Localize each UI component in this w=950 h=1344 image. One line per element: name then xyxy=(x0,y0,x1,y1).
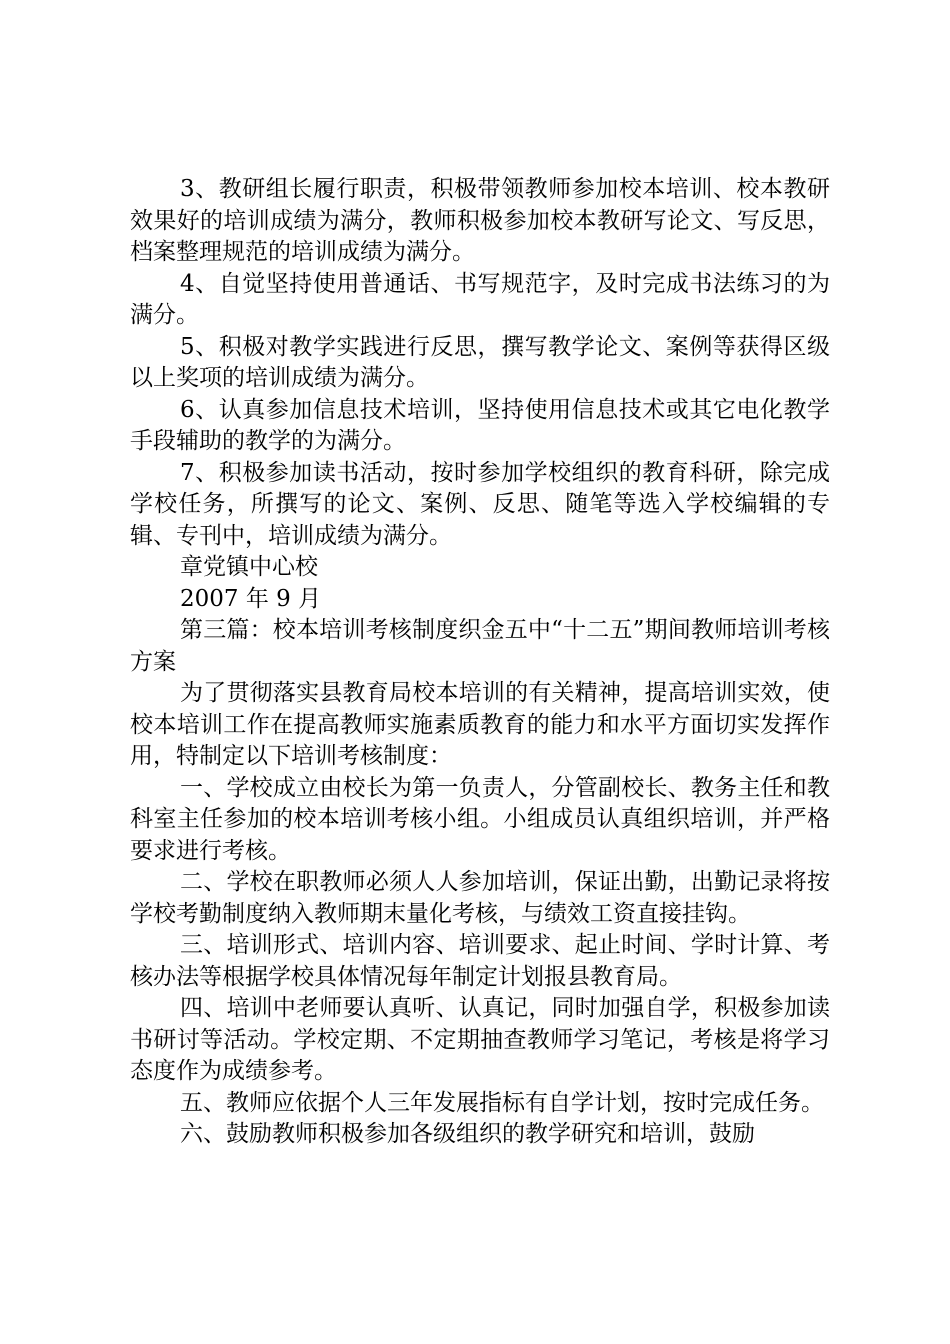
body-paragraph-3: 三、培训形式、培训内容、培训要求、起止时间、学时计算、考核办法等根据学校具体情况每年制定计划报县教育局。 xyxy=(130,932,830,990)
body-paragraph-2: 二、学校在职教师必须人人参加培训，保证出勤，出勤记录将按学校考勤制度纳入教师期末量化考核，与绩效工资直接挂钩。 xyxy=(130,869,830,927)
paragraph-item-5: 5、积极对教学实践进行反思，撰写教学论文、案例等获得区级以上奖项的培训成绩为满分。 xyxy=(130,333,830,391)
signature-org: 章党镇中心校 xyxy=(180,554,318,580)
signature-date: 2007 年 9 月 xyxy=(180,585,322,612)
body-paragraph-intro: 为了贯彻落实县教育局校本培训的有关精神，提高培训实效，使校本培训工作在提高教师实施素质教育的能力和水平方面切实发挥作用，特制定以下培训考核制度： xyxy=(130,680,830,769)
paragraph-item-3: 3、教研组长履行职责，积极带领教师参加校本培训、校本教研效果好的培训成绩为满分，教师积极参加校本教研写论文、写反思，档案整理规范的培训成绩为满分。 xyxy=(130,176,830,265)
body-paragraph-5: 五、教师应依据个人三年发展指标有自学计划，按时完成任务。 xyxy=(180,1089,824,1116)
body-paragraph-4: 四、培训中老师要认真听、认真记，同时加强自学，积极参加读书研讨等活动。学校定期、不定期抽查教师学习笔记，考核是将学习态度作为成绩参考。 xyxy=(130,995,830,1084)
body-paragraph-6: 六、鼓励教师积极参加各级组织的教学研究和培训，鼓励 xyxy=(180,1121,755,1147)
section-heading: 第三篇：校本培训考核制度织金五中“十二五”期间教师培训考核方案 xyxy=(130,617,830,675)
paragraph-item-6: 6、认真参加信息技术培训，坚持使用信息技术或其它电化教学手段辅助的教学的为满分。 xyxy=(130,396,830,454)
document-page xyxy=(130,174,830,1151)
paragraph-item-7: 7、积极参加读书活动，按时参加学校组织的教育科研，除完成学校任务，所撰写的论文、案例、反思、随笔等选入学校编辑的专辑、专刊中，培训成绩为满分。 xyxy=(130,459,830,549)
body-paragraph-1: 一、学校成立由校长为第一负责人，分管副校长、教务主任和教科室主任参加的校本培训考核小组。小组成员认真组织培训，并严格要求进行考核。 xyxy=(130,774,830,864)
paragraph-item-4: 4、自觉坚持使用普通话、书写规范字，及时完成书法练习的为满分。 xyxy=(130,270,830,328)
